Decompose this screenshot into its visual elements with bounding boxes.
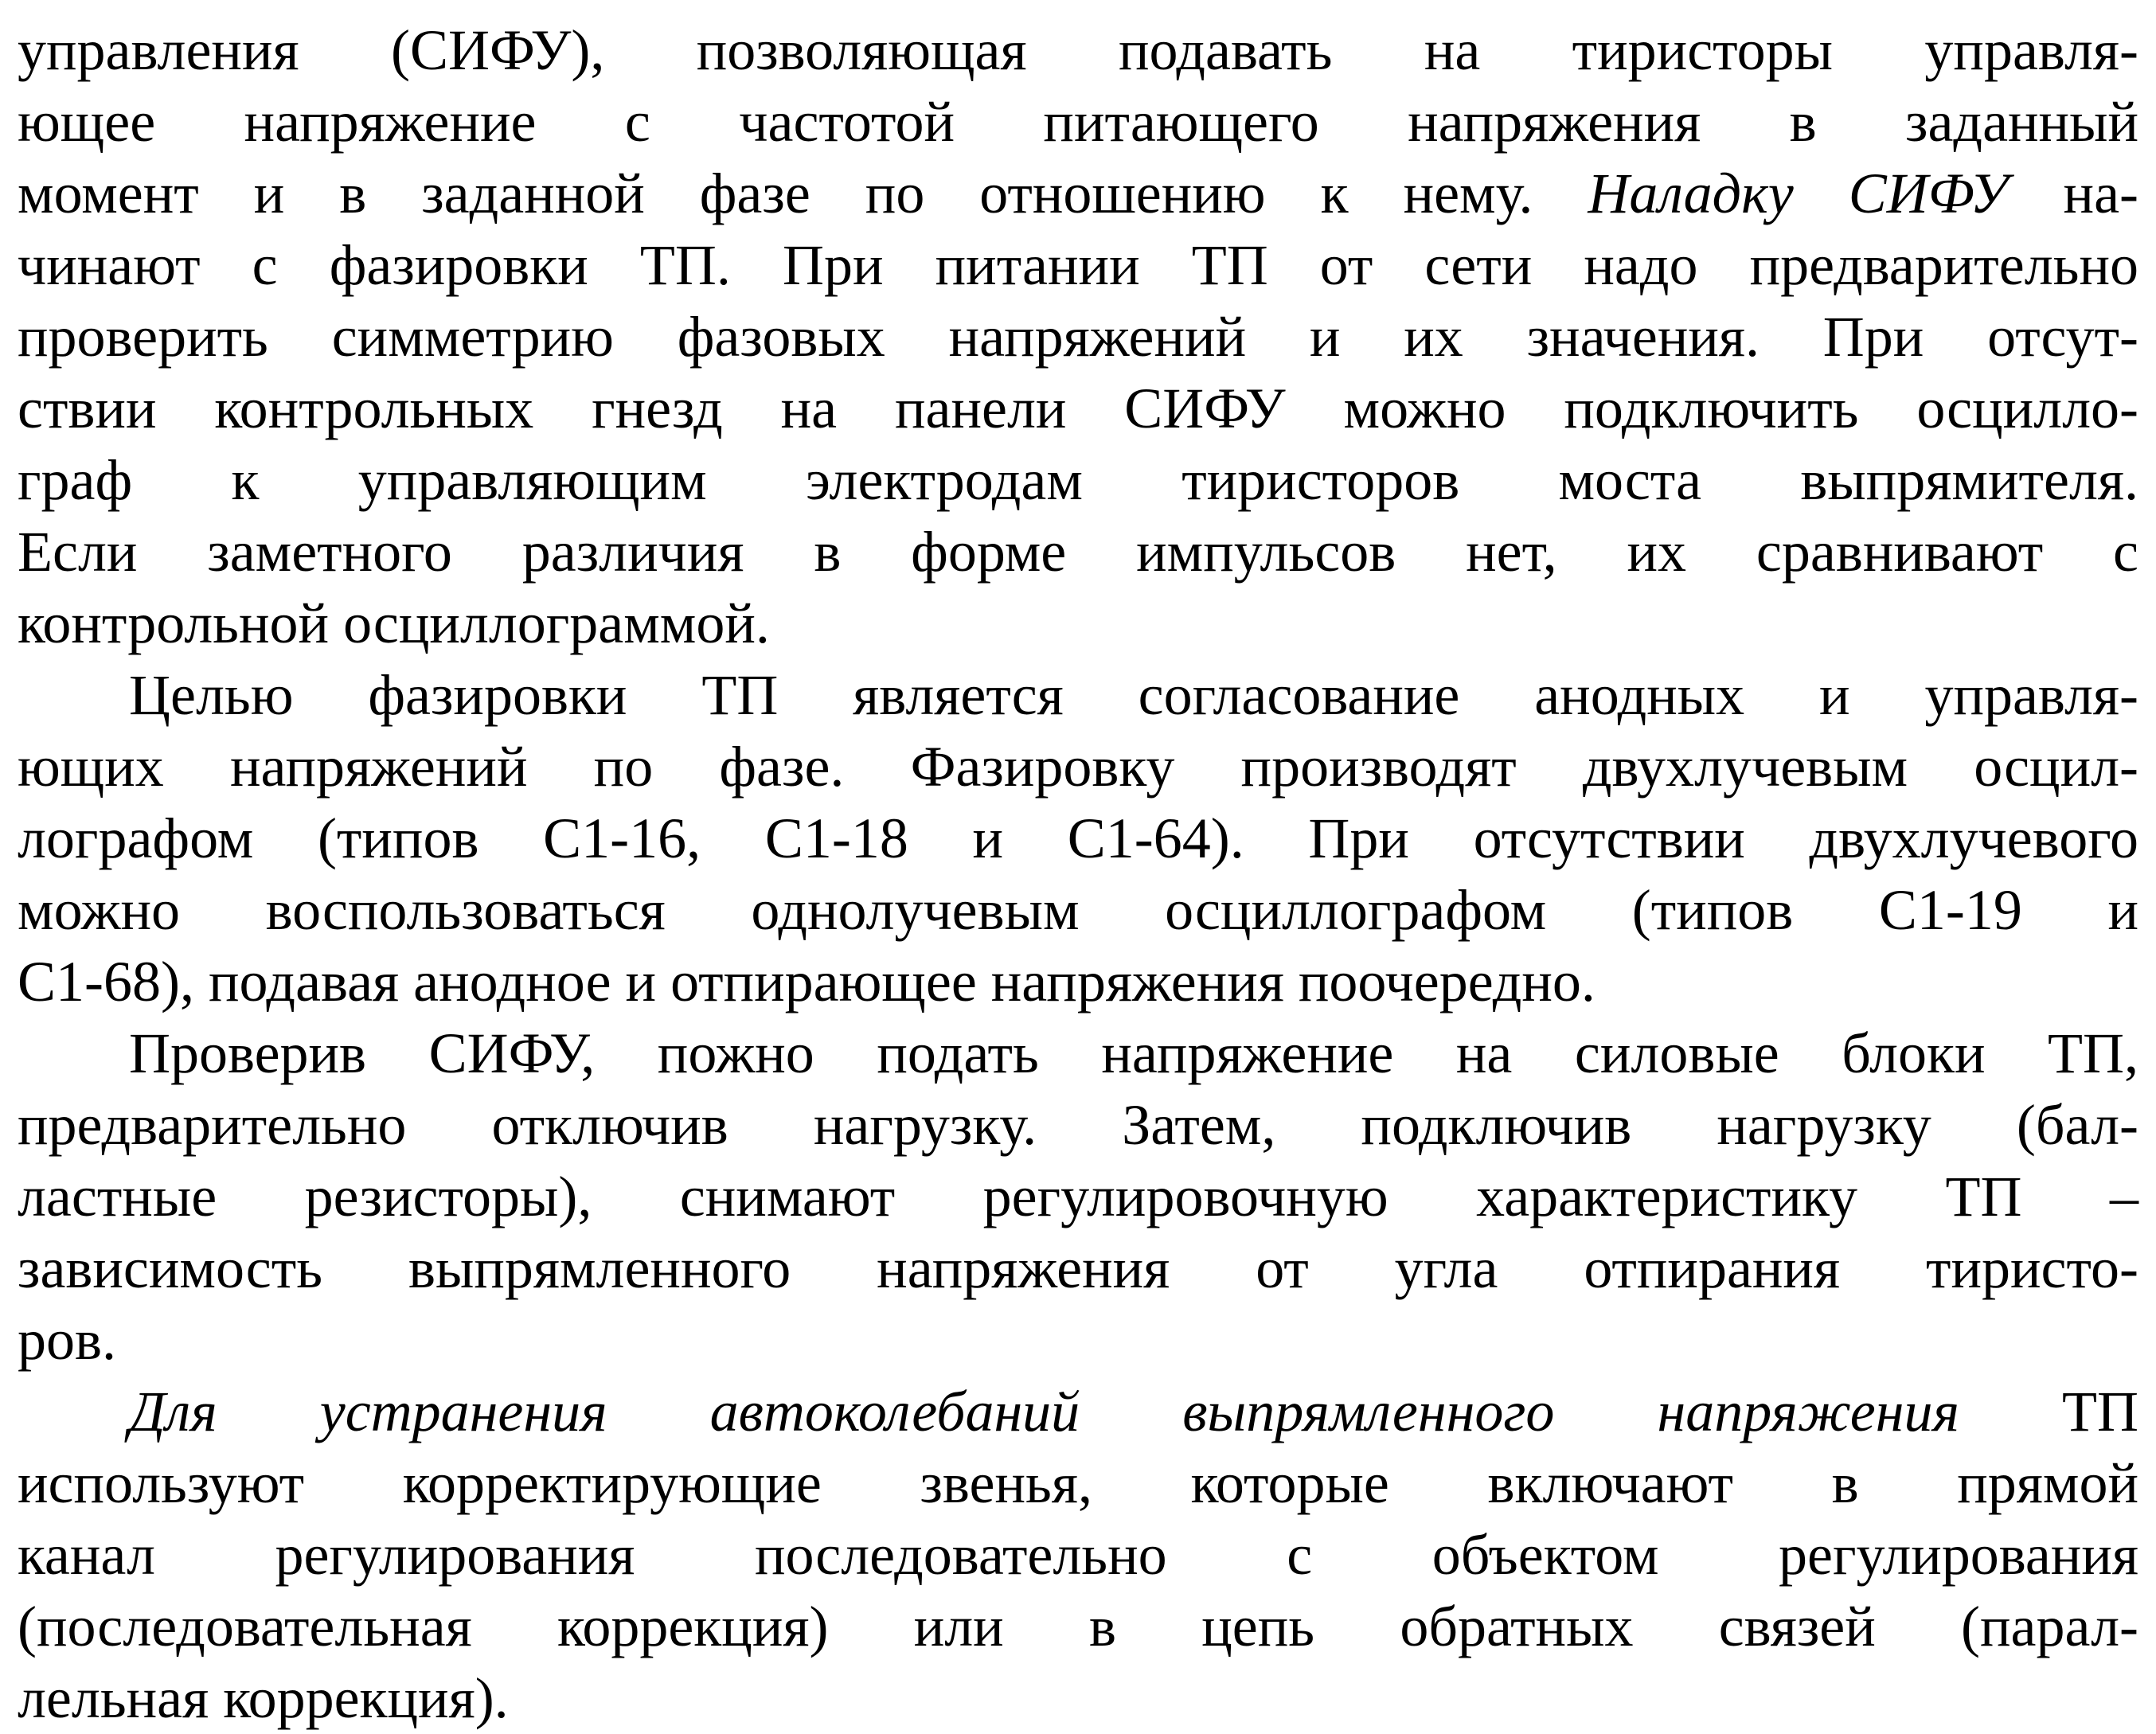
text-run: лографом (типов С1-16, С1-18 и С1-64). При отсутствии двухлучевого xyxy=(18,806,2138,870)
text-line xyxy=(18,946,2138,1017)
text-line xyxy=(18,158,2138,229)
text-line xyxy=(18,874,2138,946)
text-line xyxy=(18,229,2138,301)
text-line xyxy=(18,803,2138,874)
text-line xyxy=(18,1089,2138,1161)
text-run: канал регулирования последовательно с объектом регулирования xyxy=(18,1523,2138,1587)
text-run: используют корректирующие звенья, которые включают в прямой xyxy=(18,1451,2138,1515)
text-run: Целью фазировки ТП является согласование анодных и управля- xyxy=(129,663,2138,727)
text-run: Проверив СИФУ, пожно подать напряжение на силовые блоки ТП, xyxy=(129,1021,2138,1085)
text-line xyxy=(18,1161,2138,1232)
text-run: ластные резисторы), снимают регулировочную характеристику ТП – xyxy=(18,1165,2138,1228)
text-run: момент и в заданной фазе по отношению к нему. xyxy=(18,162,1588,225)
text-line xyxy=(18,14,2138,86)
italic-text-run: Для устранения автоколебаний выпрямленного напряжения xyxy=(129,1380,1959,1443)
text-run: Если заметного различия в форме импульсов нет, их сравнивают с xyxy=(18,520,2138,584)
text-line xyxy=(18,1447,2138,1519)
text-run: лельная коррекция). xyxy=(18,1666,509,1730)
paragraph xyxy=(18,659,2138,1017)
text-run: управления (СИФУ), позволяющая подавать на тиристоры управля- xyxy=(18,18,2138,82)
text-run: можно воспользоваться однолучевым осциллографом (типов С1-19 и xyxy=(18,878,2138,942)
text-run: чинают с фазировки ТП. При питании ТП от сети надо предварительно xyxy=(18,233,2138,297)
text-line xyxy=(18,1017,2138,1089)
paragraph xyxy=(18,14,2138,659)
text-line xyxy=(18,444,2138,516)
italic-text-run: Наладку СИФУ xyxy=(1588,162,2009,225)
document-page xyxy=(18,14,2138,1734)
text-line xyxy=(18,731,2138,803)
text-run: предварительно отключив нагрузку. Затем, подключив нагрузку (бал- xyxy=(18,1093,2138,1157)
text-run: ствии контрольных гнезд на панели СИФУ можно подключить осцилло- xyxy=(18,377,2138,440)
text-line xyxy=(18,1304,2138,1376)
text-run: ющее напряжение с частотой питающего напряжения в заданный xyxy=(18,90,2138,154)
text-line xyxy=(18,301,2138,373)
text-line xyxy=(18,373,2138,444)
text-run: граф к управляющим электродам тиристоров моста выпрямителя. xyxy=(18,448,2138,512)
text-line xyxy=(18,516,2138,588)
text-run: контрольной осциллограммой. xyxy=(18,592,770,655)
paragraph xyxy=(18,1017,2138,1376)
text-line xyxy=(18,1376,2138,1447)
text-run: С1-68), подавая анодное и отпирающее напряжения поочередно. xyxy=(18,950,1596,1013)
text-run: проверить симметрию фазовых напряжений и их значения. При отсут- xyxy=(18,305,2138,369)
text-run: ров. xyxy=(18,1308,116,1372)
text-line xyxy=(18,588,2138,659)
text-line xyxy=(18,86,2138,158)
text-run: ющих напряжений по фазе. Фазировку производят двухлучевым осцил- xyxy=(18,735,2138,799)
text-line xyxy=(18,1519,2138,1591)
text-run: ТП xyxy=(1959,1380,2138,1443)
text-line xyxy=(18,1662,2138,1734)
text-line xyxy=(18,659,2138,731)
text-run: зависимость выпрямленного напряжения от угла отпирания тиристо- xyxy=(18,1236,2138,1300)
text-run: на- xyxy=(2008,162,2139,225)
text-run: (последовательная коррекция) или в цепь обратных связей (парал- xyxy=(18,1595,2138,1658)
text-line xyxy=(18,1232,2138,1304)
paragraph xyxy=(18,1376,2138,1734)
text-line xyxy=(18,1591,2138,1662)
